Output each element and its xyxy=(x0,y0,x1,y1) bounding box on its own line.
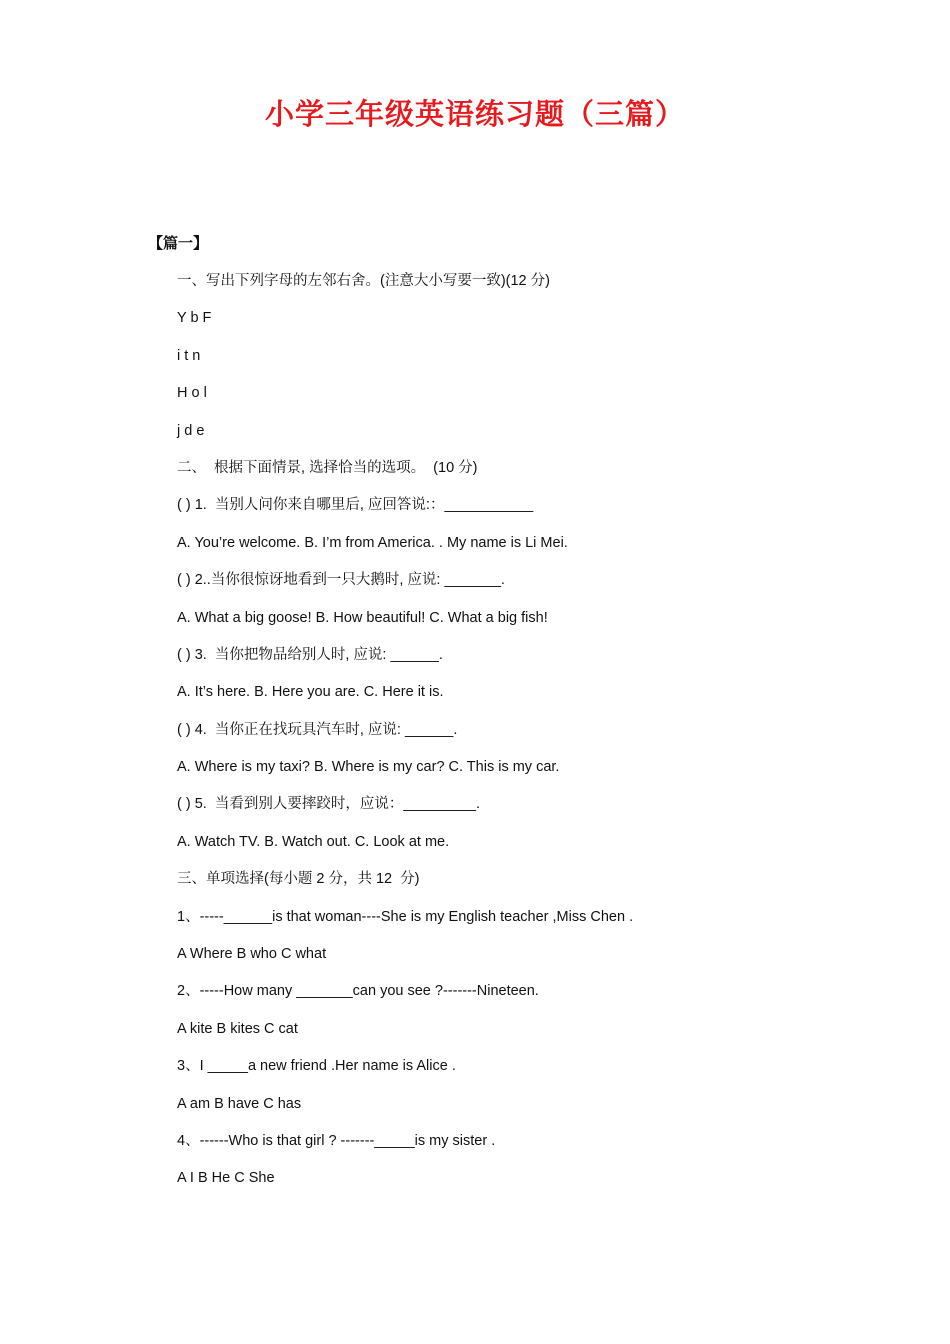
text-line: ( ) 2..当你很惊讶地看到一只大鹅时, 应说: _______. xyxy=(177,572,505,589)
text-line: 三、单项选择(每小题 2 分，共 12 分) xyxy=(177,871,420,888)
text-line: A am B have C has xyxy=(177,1095,302,1112)
text-line: ( ) 1. 当别人问你来自哪里后, 应回答说:：___________ xyxy=(177,497,534,514)
text-line: 一、写出下列字母的左邻右舍。(注意大小写要一致)(12 分) xyxy=(177,273,550,289)
text-line: 4、------Who is that girl ? -------_____is my sister . xyxy=(177,1132,496,1149)
text-line: A. Where is my taxi? B. Where is my car? C. This is my car. xyxy=(177,759,560,776)
text-line: A I B He C She xyxy=(177,1170,275,1187)
text-line: 2、-----How many _______can you see ?-------Nineteen. xyxy=(177,983,539,1000)
text-line: 二、 根据下面情景, 选择恰当的选项。 (10 分) xyxy=(177,459,478,476)
text-line: A. Watch TV. B. Watch out. C. Look at me. xyxy=(177,833,450,850)
text-line: A kite B kites C cat xyxy=(177,1020,298,1037)
document-title: 小学三年级英语练习题（三篇） xyxy=(264,97,685,131)
text-line: A Where B who C what xyxy=(177,946,327,963)
text-line: A. You’re welcome. B. I’m from America. . My name is Li Mei. xyxy=(177,534,568,551)
text-line: 3、I _____a new friend .Her name is Alice . xyxy=(177,1058,456,1075)
text-line: 1、-----______is that woman----She is my English teacher ,Miss Chen . xyxy=(177,908,634,925)
text-line: ( ) 3. 当你把物品给别人时, 应说: ______. xyxy=(177,646,443,663)
text-line: Y b F xyxy=(177,310,212,327)
text-line: j d e xyxy=(177,422,205,439)
text-line: ( ) 5. 当看到别人要摔跤时，应说：_________. xyxy=(177,796,480,813)
text-line: A. It’s here. B. Here you are. C. Here it is. xyxy=(177,684,444,701)
text-line: H o l xyxy=(177,385,207,402)
text-line: A. What a big goose! B. How beautiful! C. What a big fish! xyxy=(177,609,548,626)
text-line: ( ) 4. 当你正在找玩具汽车时, 应说: ______. xyxy=(177,721,458,738)
text-line: i t n xyxy=(177,347,201,364)
exercise-lines xyxy=(177,268,877,1203)
section-label: 【篇一】 xyxy=(148,234,209,252)
